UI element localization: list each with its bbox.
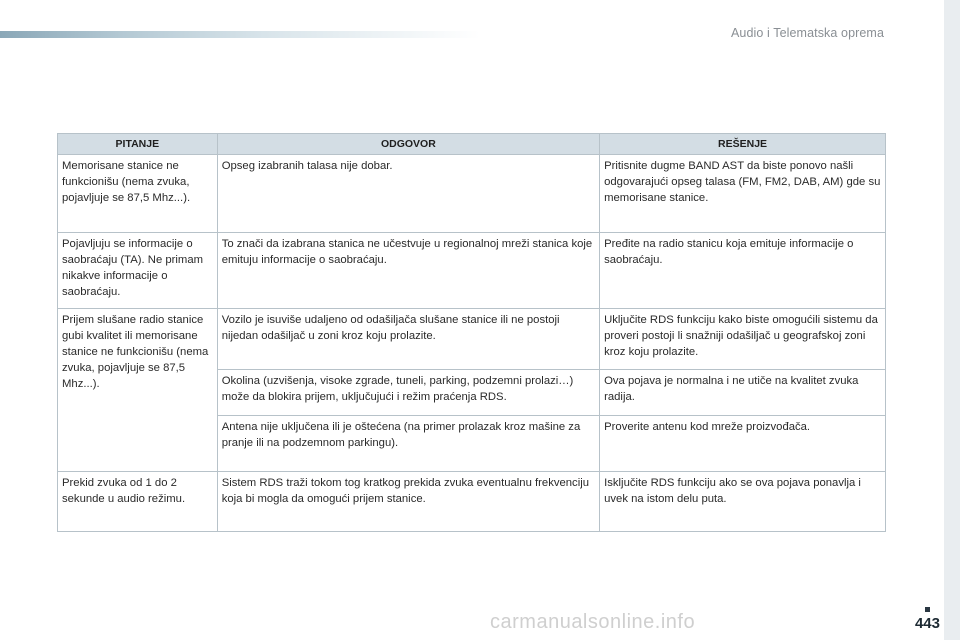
- solution-cell: Pritisnite dugme BAND AST da biste ponovo našli odgovarajući opseg talasa (FM, FM2, DAB, AM) gde su memorisane stanice.: [600, 155, 886, 233]
- page-marker: [925, 607, 930, 612]
- table-row: [58, 472, 886, 532]
- answer-cell: Antena nije uključena ili je oštećena (na primer prolazak kroz mašine za pranje ili na podzemnom parkingu).: [217, 416, 599, 472]
- answer-cell: Okolina (uzvišenja, visoke zgrade, tuneli, parking, podzemni prolazi…) može da blokira prijem, uključujući i režim praćenja RDS.: [217, 370, 599, 416]
- solution-cell: Pređite na radio stanicu koja emituje informacije o saobraćaju.: [600, 233, 886, 309]
- header-accent-bar: [0, 31, 480, 38]
- answer-cell: Opseg izabranih talasa nije dobar.: [217, 155, 599, 233]
- column-header-answer: ODGOVOR: [217, 134, 599, 155]
- column-header-question: PITANJE: [58, 134, 218, 155]
- page-number: 443: [914, 615, 940, 632]
- table-row: [58, 155, 886, 233]
- question-cell: Prijem slušane radio stanice gubi kvalitet ili memorisane stanice ne funkcionišu (nema zvuka, pojavljuje se 87,5 Mhz...).: [58, 309, 218, 472]
- troubleshooting-table: [57, 133, 886, 532]
- answer-cell: Sistem RDS traži tokom tog kratkog prekida zvuka eventualnu frekvenciju koja bi mogla da omogući prijem stanice.: [217, 472, 599, 532]
- solution-cell: Isključite RDS funkciju ako se ova pojava ponavlja i uvek na istom delu puta.: [600, 472, 886, 532]
- table-row: [58, 309, 886, 370]
- question-cell: Prekid zvuka od 1 do 2 sekunde u audio režimu.: [58, 472, 218, 532]
- question-cell: Memorisane stanice ne funkcionišu (nema zvuka, pojavljuje se 87,5 Mhz...).: [58, 155, 218, 233]
- answer-cell: Vozilo je isuviše udaljeno od odašiljača slušane stanice ili ne postoji nijedan odašiljač u zoni kroz koju prolazite.: [217, 309, 599, 370]
- question-cell: Pojavljuju se informacije o saobraćaju (TA). Ne primam nikakve informacije o saobraćaju.: [58, 233, 218, 309]
- table-row: [58, 233, 886, 309]
- section-title: Audio i Telematska oprema: [730, 26, 884, 40]
- page-edge-strip: [944, 0, 960, 640]
- solution-cell: Proverite antenu kod mreže proizvođača.: [600, 416, 886, 472]
- watermark: carmanualsonline.info: [490, 611, 696, 633]
- table-header-row: [58, 134, 886, 155]
- answer-cell: To znači da izabrana stanica ne učestvuje u regionalnoj mreži stanica koje emituju informacije o saobraćaju.: [217, 233, 599, 309]
- column-header-solution: REŠENJE: [600, 134, 886, 155]
- solution-cell: Ova pojava je normalna i ne utiče na kvalitet zvuka radija.: [600, 370, 886, 416]
- solution-cell: Uključite RDS funkciju kako biste omogućili sistemu da proveri postoji li snažniji odašiljač u geografskoj zoni kroz koju prolazite.: [600, 309, 886, 370]
